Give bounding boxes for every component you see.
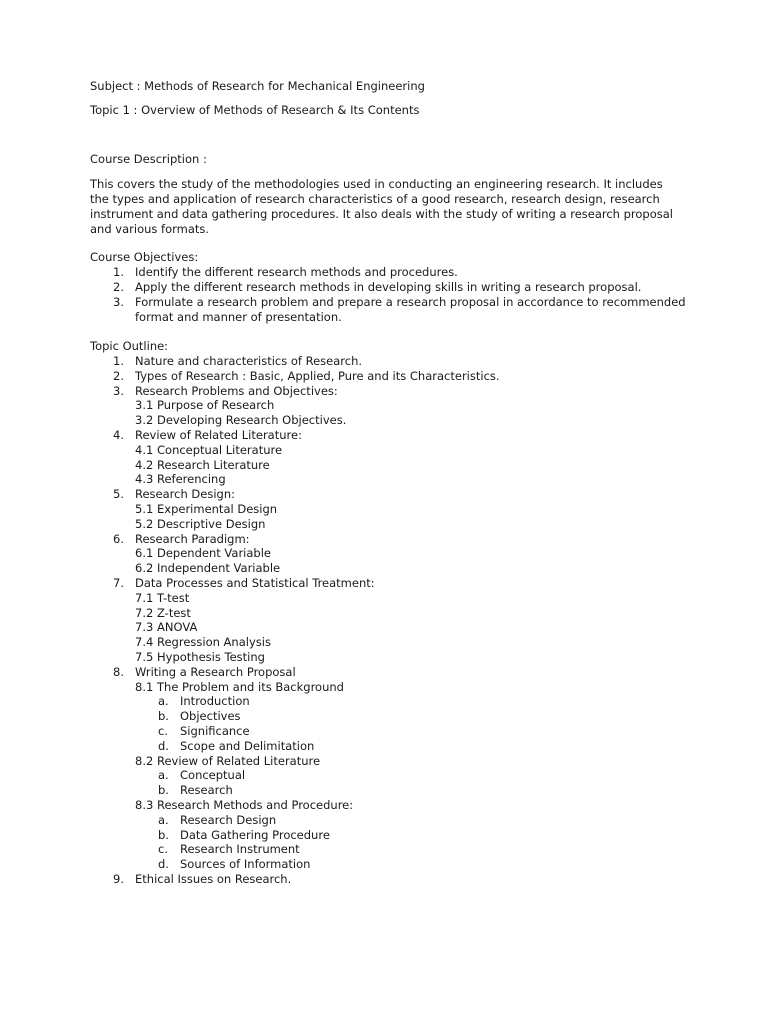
outline-item-number: b. bbox=[158, 709, 169, 723]
outline-item-number: c. bbox=[158, 842, 168, 856]
outline-item-number: b. bbox=[158, 783, 169, 797]
outline-item-text: T-test bbox=[157, 591, 190, 605]
outline-item-text: Introduction bbox=[180, 694, 250, 708]
outline-item-text: Data Gathering Procedure bbox=[180, 828, 330, 842]
outline-item-text: Descriptive Design bbox=[157, 517, 266, 531]
outline-item-text: ANOVA bbox=[157, 620, 198, 634]
outline-item-number: 8.2 bbox=[135, 754, 154, 768]
outline-item-text: Writing a Research Proposal bbox=[135, 665, 296, 679]
outline-item-text: Dependent Variable bbox=[157, 546, 271, 560]
outline-item-number: 7. bbox=[113, 576, 124, 590]
outline-item-text: The Problem and its Background bbox=[157, 680, 344, 694]
outline-item-text: Conceptual Literature bbox=[157, 443, 283, 457]
outline-item-text: Regression Analysis bbox=[157, 635, 271, 649]
outline-item-text: Research Design: bbox=[135, 487, 235, 501]
outline-item-number: d. bbox=[158, 857, 169, 871]
outline-item-text: Sources of Information bbox=[180, 857, 311, 871]
outline-item-text: Types of Research : Basic, Applied, Pure and its Characteristics. bbox=[135, 369, 500, 383]
outline-item-number: a. bbox=[158, 768, 169, 782]
outline-item-text: Research Literature bbox=[157, 458, 270, 472]
objective-number: 1. bbox=[113, 265, 124, 279]
outline-item-number: 5.1 bbox=[135, 502, 154, 516]
outline-item-number: 1. bbox=[113, 354, 124, 368]
outline-item-text: Hypothesis Testing bbox=[157, 650, 265, 664]
outline-item-number: 6.2 bbox=[135, 561, 154, 575]
objective-text: format and manner of presentation. bbox=[135, 310, 342, 324]
outline-item-number: 2. bbox=[113, 369, 124, 383]
outline-item-text: Scope and Delimitation bbox=[180, 739, 315, 753]
outline-item-number: 6. bbox=[113, 532, 124, 546]
outline-item-number: a. bbox=[158, 813, 169, 827]
outline-item-text: Research Instrument bbox=[180, 842, 300, 856]
outline-item-number: 7.5 bbox=[135, 650, 154, 664]
outline-item-number: 5. bbox=[113, 487, 124, 501]
outline-item-text: Review of Related Literature bbox=[157, 754, 321, 768]
outline-item-text: Conceptual bbox=[180, 768, 246, 782]
outline-item-text: Referencing bbox=[157, 472, 226, 486]
outline-item-number: 4. bbox=[113, 428, 124, 442]
outline-item-number: 3.1 bbox=[135, 398, 154, 412]
outline-item-number: 4.1 bbox=[135, 443, 154, 457]
outline-item-number: c. bbox=[158, 724, 168, 738]
subject-line: Subject : Methods of Research for Mechanical Engineering bbox=[90, 79, 425, 93]
outline-item-number: a. bbox=[158, 694, 169, 708]
outline-item-number: d. bbox=[158, 739, 169, 753]
outline-item-number: 3.2 bbox=[135, 413, 154, 427]
outline-item-number: 6.1 bbox=[135, 546, 154, 560]
outline-item-text: Research Paradigm: bbox=[135, 532, 250, 546]
outline-item-text: Objectives bbox=[180, 709, 241, 723]
objective-text: Formulate a research problem and prepare a research proposal in accordance to recommended bbox=[135, 295, 686, 309]
outline-item-text: Purpose of Research bbox=[157, 398, 275, 412]
objective-text: Apply the different research methods in developing skills in writing a research proposal. bbox=[135, 280, 642, 294]
outline-item-number: 8. bbox=[113, 665, 124, 679]
outline-item-number: b. bbox=[158, 828, 169, 842]
outline-item-number: 9. bbox=[113, 872, 124, 886]
outline-item-text: Research Problems and Objectives: bbox=[135, 384, 338, 398]
outline-item-number: 4.3 bbox=[135, 472, 154, 486]
objective-number: 2. bbox=[113, 280, 124, 294]
objective-number: 3. bbox=[113, 295, 124, 309]
objective-text: Identify the different research methods and procedures. bbox=[135, 265, 458, 279]
course-description-body: This covers the study of the methodologies used in conducting an engineering research. It includes the types and application of research characteristics of a good research, research design, research instrument and data gathering procedures. It also deals with the study of writing a research proposal and various formats. bbox=[90, 177, 674, 236]
outline-item-text: Developing Research Objectives. bbox=[157, 413, 347, 427]
outline-item-text: Experimental Design bbox=[157, 502, 278, 516]
outline-item-text: Significance bbox=[180, 724, 250, 738]
topic-line: Topic 1 : Overview of Methods of Research & Its Contents bbox=[90, 103, 420, 117]
outline-item-number: 3. bbox=[113, 384, 124, 398]
outline-item-text: Research Methods and Procedure: bbox=[157, 798, 354, 812]
outline-item-text: Nature and characteristics of Research. bbox=[135, 354, 363, 368]
outline-item-number: 8.1 bbox=[135, 680, 154, 694]
outline-item-text: Data Processes and Statistical Treatment: bbox=[135, 576, 375, 590]
outline-item-text: Independent Variable bbox=[157, 561, 281, 575]
outline-item-number: 4.2 bbox=[135, 458, 154, 472]
outline-item-number: 7.3 bbox=[135, 620, 154, 634]
course-objectives-heading: Course Objectives: bbox=[90, 250, 199, 264]
outline-item-number: 7.1 bbox=[135, 591, 154, 605]
outline-item-text: Research Design bbox=[180, 813, 277, 827]
topic-outline-heading: Topic Outline: bbox=[90, 339, 169, 353]
outline-item-number: 5.2 bbox=[135, 517, 154, 531]
outline-item-number: 7.2 bbox=[135, 606, 154, 620]
outline-item-number: 7.4 bbox=[135, 635, 154, 649]
outline-item-number: 8.3 bbox=[135, 798, 154, 812]
outline-item-text: Review of Related Literature: bbox=[135, 428, 302, 442]
outline-item-text: Z-test bbox=[157, 606, 191, 620]
outline-item-text: Ethical Issues on Research. bbox=[135, 872, 292, 886]
outline-item-text: Research bbox=[180, 783, 233, 797]
course-description-heading: Course Description : bbox=[90, 152, 207, 166]
